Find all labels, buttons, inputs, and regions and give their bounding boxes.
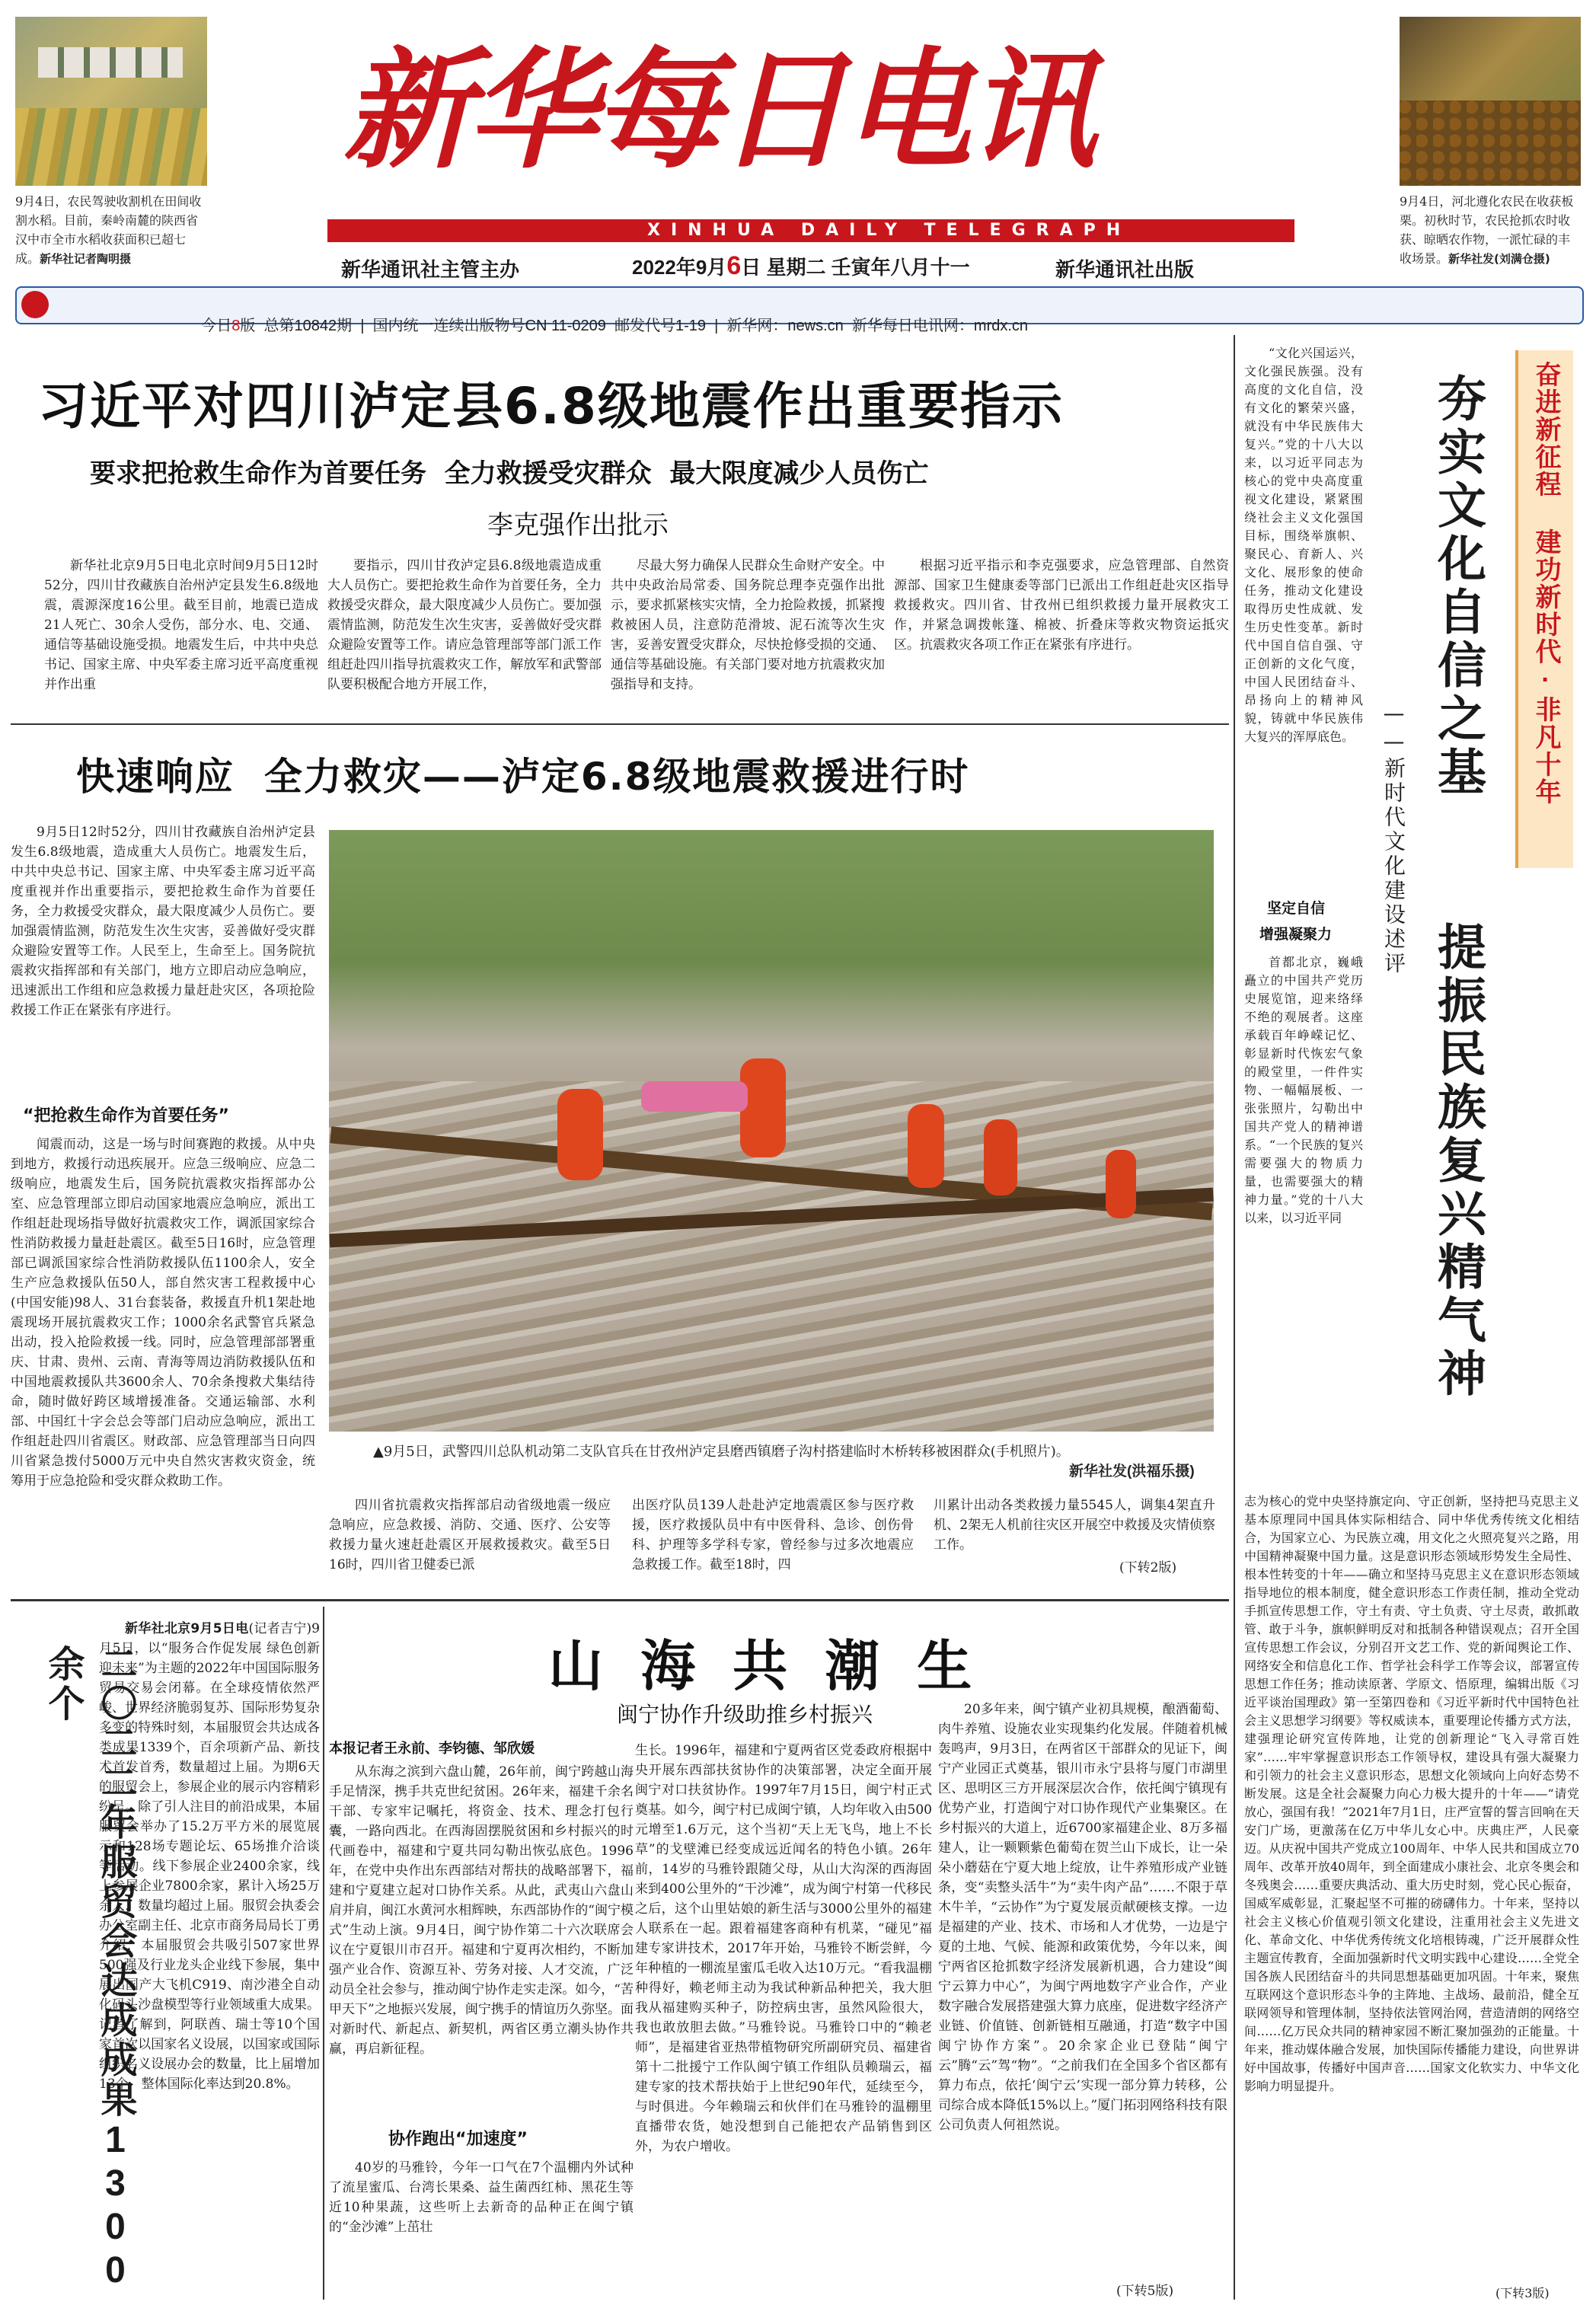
xinhua-emblem-icon [21,291,49,318]
rescuer [984,1119,1017,1195]
rescue-photo-caption: ▲9月5日，武警四川总队机动第二支队官兵在甘孜州泸定县磨西镇磨子沟村搭建临时木桥转移被困群众(手机照片)。 [373,1444,1070,1460]
rescuer [740,1058,786,1157]
left-photo [15,17,207,186]
rescue-left-subhead: “把抢救生命作为首要任务” [23,1106,229,1125]
masthead-title: 新华每日电讯 [343,34,1093,187]
left-photo-caption: 9月4日，农民驾驶收割机在田间收割水稻。目前，秦岭南麓的陕西省汉中市全市水稻收获面积已超七成。新华社记者陶明摄 [15,194,202,266]
lead-col-1: 新华社北京9月5日电北京时间9月5日12时52分，四川甘孜藏族自治州泸定县发生6.8级地震，震源深度16公里。截至目前，地震已造成21人死亡、30余人受伤，部分水、电、交通、通信等基础设施受损。地震发生后，中共中央总书记、国家主席、中央军委主席习近平高度重视并作出重 [44,558,318,692]
rescue-continued: (下转2版) [1119,1560,1177,1575]
stretcher [641,1081,748,1112]
rescue-bottom-col-2: 出医疗队员139人赴赴泸定地震震区参与医疗救援，医疗救援队员中有中医骨科、急诊、创伤骨科、护理等多学科专家，曾经参与过多次地震应急救援工作。截至18时，四 [632,1498,914,1572]
rescue-headline: 快速响应 全力救灾——泸定6.8级地震救援进行时 [76,755,970,799]
rescue-bottom-col-3: 川累计出动各类救援力量5545人，调集4架直升机、2架无人机前往灾区开展空中救援及灾情侦察工作。 [934,1498,1215,1553]
mountain-col-3: 20多年来，闽宁镇产业初具规模，酿酒葡萄、肉牛养殖、设施农业实现集约化发展。伴随着机械轰鸣声，9月3日，在两省区干部群众的见证下，闽宁产业园正式奠基，银川市永宁县将与厦门市湖里区、思明区三方开展深层次合作，依托闽宁镇现有优势产业，打造闽宁对口协作现代产业集聚区。在乡村振兴的大道上，近6700家福建企业、8万多福建人，让一颗颗紫色葡萄在贺兰山下成长，让一朵朵小蘑菇在宁夏大地上绽放，让牛养殖形成产业链条，变“卖整头活牛”为“卖牛肉产品”……不限于草木牛羊，“云协作”为宁夏发展贡献硬核支撑。一边是福建的产业、技术、市场和人才优势，一边是宁夏的土地、气候、能源和政策优势，今年以来，闽宁两省区抢抓数字经济发展新机遇，合力建设“闽宁云算力中心”，为闽宁两地数字产业合作，产业数字融合发展搭建强大算力底座，促进数字经济产业链、价值链、创新链相互融通，打造“数字中国闽宁协作方案”。20余家企业已登陆“闽宁云”腾“云”驾“物”。“之前我们在全国多个省区都有算力布点，依托‘闽宁云’实现一部分算力转移，公司综合成本降低15%以上。”厦门拓羽网络科技有限公司负责人何祖然说。 [938,1702,1227,2133]
mountain-col-1: 从东海之滨到六盘山麓，26年前，闽宁跨越山海手足情深，携手共克世纪贫困。26年来，福建千余名干部、专家牢记嘱托，将资金、技术、理念打包行囊，一路向西北。在西海固摆脱贫困和乡村振兴的时代画卷中，福建和宁夏共同勾勒出恢弘底色。1996年，在党中央作出东西部结对帮扶的战略部署下，福建和宁夏建立起对口协作关系。从此，武夷山六盘山肩并肩，闽江水黄河水相辉映，东西部协作的“闽宁模式”生动上演。9月4日，闽宁协作第二十六次联席会议在宁夏银川市召开。福建和宁夏再次相约，不断加强产业合作、资源互补、劳务对接、人才交流，广泛动员全社会参与，推动闽宁协作走实走深。如今，“苦甲天下”之地振兴发展，闽宁携手的情谊历久弥坚。面对新时代、新起点、新契机，两省区勇立潮头协作共赢，再启新征程。 [329,1764,634,2057]
rescue-bottom-col-1: 四川省抗震救灾指挥部启动省级地震一级应急响应，应急救援、消防、交通、医疗、公安等救援力量火速赶赴震区开展救援救灾。截至5日16时，四川省卫健委已派 [329,1498,611,1572]
divider [11,723,1229,725]
lead-col-4: 根据习近平指示和李克强要求，应急管理部、自然资源部、国家卫生健康委等部门已派出工作组赶赴灾区指导救援救灾。四川省、甘孜州已组织救援力量开展救灾工作，并紧急调拨帐篷、棉被、折叠床等救灾物资运抵灾区。抗震救灾各项工作正在紧张有序进行。 [894,558,1229,653]
masthead-publisher: 新华通讯社出版 [1055,258,1195,281]
left-photo-credit: 新华社记者陶明摄 [40,252,132,266]
divider [11,1599,1229,1601]
mountain-col1-subhead: 协作跑出“加速度” [388,2130,528,2149]
mountain-col-2: 生长。1996年，福建和宁夏两省区党委政府根据中央开展东西部扶贫协作的决策部署，决定全面开展闽宁对口扶贫协作。1997年7月15日，闽宁村正式奠基。如今，闽宁村已成闽宁镇，人均年收入由500元增至1.6万元，这个当初“天上无飞鸟，地上不长草”的戈壁滩已经变成远近闻名的特色小镇。26年前，14岁的马雅铃跟随父母，从山大沟深的西海固来到400公里外的“干沙滩”，成为闽宁村第一代移民之后，这个山里姑娘的新生活与3000公里外的福建人联系在一起。跟着福建客商种有机菜，“碰见”福建专家讲技术，2017年开始，马雅铃不断尝鲜，今年种植的一棚流星蜜瓜毛收入达10万元。“看我温棚种得好，赖老师主动为我试种新品种把关，我大胆我从福建购买种子，防控病虫害，虽然风险很大，我也敢放胆去做。”马雅铃说。马雅铃口中的“赖老师”，是福建省亚热带植物研究所副研究员、福建省第十二批援宁工作队闽宁镇工作组队员赖瑞云，福建专家的技术帮扶始于上世纪90年代，延续至今，与时俱进。今年赖瑞云和伙伴们在马雅铃的温棚里直播带农货，她没想到自己能把农产品销售到区外，为农户增收。 [635,1743,932,2154]
lead-headline: 习近平对四川泸定县6.8级地震作出重要指示 [38,377,1064,436]
masthead-sponsor: 新华通讯社主管主办 [341,258,520,281]
masthead-date: 2022年9月6日 星期二 壬寅年八月十一 [632,251,970,280]
mountain-headline: 山 海 共 潮 生 [548,1634,982,1698]
info-bar [15,286,1584,334]
date-day: 6 [726,251,742,280]
field-stripes [15,108,207,186]
masthead-banner [327,219,1294,242]
column-subtitle: ——新时代文化建设述评 [1381,701,1406,976]
mountain-subhead: 闽宁协作升级助推乡村振兴 [617,1702,873,1727]
column-mid-text: 首都北京，巍峨矗立的中国共产党历史展览馆，迎来络绎不绝的观展者。这座承载百年峥嵘记忆、彰显新时代恢宏气象的殿堂里，一件件实物、一幅幅展板、一张张照片，勾勒出中国共产党人的精神谱系。“一个民族的复兴需要强大的物质力量，也需要强大的精神力量。”党的十八大以来，以习近平同 [1244,955,1363,1225]
right-photo-caption: 9月4日，河北遵化农民在收获板栗。初秋时节，农民抢抓农时收获、晾晒农作物，一派忙碌的丰收场景。新华社发(刘满仓摄) [1400,194,1574,266]
rescuer [908,1104,944,1188]
lead-subhead2: 李克强作出批示 [487,510,669,541]
rescuer [1106,1150,1136,1218]
masthead-english: XINHUA DAILY TELEGRAPH [647,221,1132,240]
lead-col-3: 尽最大努力确保人民群众生命财产安全。中共中央政治局常委、国务院总理李克强作出批示，要求抓紧核实灾情，全力抢险救援，抓紧搜救被困人员，注意防范滑坡、泥石流等次生灾害，妥善安置受灾群众，尽快抢修受损的交通、通信等基础设施。有关部门要对地方抗震救灾加强指导和支持。 [611,558,885,692]
info-line: 今日8版 总第10842期 | 国内统一连续出版物号CN 11-0209 邮发代号1-19 | 新华网：news.cn 新华每日电讯网：mrdx.cn [201,318,1029,334]
column-subhead-1: 坚定自信 [1267,900,1326,917]
rescue-left-text-1: 9月5日12时52分，四川甘孜藏族自治州泸定县发生6.8级地震，造成重大人员伤亡。地震发生后，中共中央总书记、国家主席、中央军委主席习近平高度重视并作出重要指示，要把抢救生命作为首要任务，全力救援受灾群众，最大限度减少人员伤亡。要加强震情监测，防范发生次生灾害，妥善做好受灾群众避险安置等工作。人民至上，生命至上。国务院抗震救灾指挥部和有关部门，地方立即启动应急响应，迅速派出工作组和应急救援力量赶赴灾区，各项抢险救援工作正在紧张有序进行。 [11,825,315,1018]
fair-text: 新华社北京9月5日电(记者吉宁)9月5日，以“服务合作促发展 绿色创新迎未来”为主题的2022年中国国际服务贸易交易会闭幕。在全球疫情依然严峻、世界经济脆弱复苏、国际形势复杂多变的特殊时刻，本届服贸会共达成各类成果1339个，百余项新产品、新技术首发首秀，数量超过上届。为期6天的服贸会上，参展企业的展示内容精彩纷呈。除了引人注目的前沿成果，本届服贸会举办了15.2万平方米的展览展示和128场专题论坛、65场推介洽谈等活动。线下参展企业2400余家，线上参展企业7800余家，累计入场25万余人，数量均超过上届。服贸会执委会办公室副主任、北京市商务局局长丁勇介绍，本届服贸会共吸引507家世界500强及行业龙头企业线下参展，集中展出国产大飞机C919、南沙港全自动化码头沙盘模型等行业领域重大成果。记者了解到，阿联酋、瑞士等10个国家首次以国家名义设展，以国家或国际组织名义设展办会的数量，比上届增加13个，整体国际化率达到20.8%。 [99,1621,320,2092]
mountain-continued: (下转5版) [1116,2284,1174,2299]
chestnut-pile [1400,101,1581,186]
right-photo-credit: 新华社发(刘满仓摄) [1448,252,1550,266]
lead-col-2: 要指示，四川甘孜泸定县6.8级地震造成重大人员伤亡。要把抢救生命作为首要任务，全力救援受灾群众，最大限度减少人员伤亡。要加强震情监测，防范发生次生灾害，妥善做好受灾群众避险安置等工作。请应急管理部等部门派工作组赶赴四川指导抗震救灾工作，解放军和武警部队要积极配合地方开展工作， [327,558,602,692]
column-top-text: “文化兴国运兴，文化强民族强。没有高度的文化自信，没有文化的繁荣兴盛，就没有中华民族伟大复兴。”党的十八大以来，以习近平同志为核心的党中央高度重视文化建设，紧紧围绕社会主义文化强国目标，围绕举旗帜、聚民心、育新人、兴文化、展形象的使命任务，推动文化建设取得历史性成就、发生历史性变革。新时代中国自信自强、守正创新的文化气度，中国人民团结奋斗、昂扬向上的精神风貌，铸就中华民族伟大复兴的浑厚底色。 [1244,346,1363,744]
campaign-badge [1515,350,1573,868]
lead-subhead: 要求把抢救生命作为首要任务 全力救援受灾群众 最大限度减少人员伤亡 [90,458,929,489]
column-continued: (下转3版) [1495,2286,1550,2300]
rescuer [557,1089,603,1180]
column-headline: 夯实文化自信之基 提振民族复兴精气神 [1429,373,1486,1401]
mountain-byline: 本报记者王永前、李钧德、邹欣媛 [329,1741,535,1757]
mountain-col-1-tail: 40岁的马雅铃，今年一口气在7个温棚内外试种了流星蜜瓜、台湾长果桑、益生菌西红柿、黑花生等近10种果蔬，这些听上去新奇的品种正在闽宁镇的“金沙滩”上茁壮 [329,2160,634,2235]
divider [1234,335,1235,2300]
campaign-badge-text: 奋进新征程 建功新时代·非凡十年 [1531,361,1560,806]
fair-vertical-headline: 二〇二二年服贸会达成成果1300余个 [43,1645,136,2294]
column-subhead-2: 增强凝聚力 [1259,926,1333,943]
rescue-left-text-2: 闻震而动，这是一场与时间赛跑的救援。从中央到地方，救援行动迅疾展开。应急三级响应、应急二级响应，地震发生后，国务院抗震救灾指挥部办公室、应急管理部立即启动国家地震应急响应，派出工作组赶赴现场指导做好抗震救灾工作，调派国家综合性消防救援力量赶赴震区。截至5日16时，应急管理部已调派国家综合性消防救援队伍1100余人，安全生产应急救援队伍50人，部自然灾害工程救援中心(中国安能)98人、31台套装备，救援直升机1架赴地震现场开展抗震救灾工作；1000余名武警官兵紧急出动，投入抢险救援一线。同时，应急管理部部署重庆、甘肃、贵州、云南、青海等周边消防救援队伍和中国地震救援队共3600余人、70余条搜救犬集结待命，随时做好跨区域增援准备。交通运输部、水利部、中国红十字会总会等部门启动应急响应，派出工作组赶赴四川省震区。财政部、应急管理部当日向四川省紧急拨付5000万元中央自然灾害救灾资金，统筹用于应急抢险和受灾群众救助工作。 [11,1137,315,1489]
divider [323,1607,324,2300]
right-photo [1400,17,1581,186]
village [38,47,183,78]
rescue-photo-credit: 新华社发(洪福乐摄) [1069,1464,1195,1480]
fair-dateline: 新华社北京9月5日电 [125,1621,249,1636]
column-wide-text: 志为核心的党中央坚持旗定向、守正创新，坚持把马克思主义基本原理同中国具体实际相结合、同中华优秀传统文化相结合，为国家立心、为民族立魂，用文化之火照亮复兴之路，用中国精神凝聚中国力量。这是意识形态领域形势发生全局性、根本性转变的十年——确立和坚持马克思主义在意识形态领域指导地位的根本制度，健全意识形态工作责任制，推动全党动手抓宣传思想工作，守土有责、守土负责、守土尽责，敢抓敢管、敢于斗争，旗帜鲜明反对和抵制各种错误观点；召开全国宣传思想工作会议，分别召开文艺工作、党的新闻舆论工作、网络安全和信息化工作、哲学社会科学工作等会议，部署宣传思想工作任务；推动读原著、学原文、悟原理，编辑出版《习近平谈治国理政》第一至第四卷和《习近平新时代中国特色社会主义思想学习纲要》等权威读本，重要理论传播方式方法，建强理论研究宣传阵地，让党的创新理论“飞入寻常百姓家”……牢牢掌握意识形态工作领导权，建设具有强大凝聚力和引领力的社会主义意识形态，思想文化领域向上向好态势不断发展。这是全社会凝聚力向心力极大提升的十年——“请党放心，强国有我！”2021年7月1日，庄严宣誓的誓言回响在天安门广场，更激荡在亿万中华儿女心中。庆典庄严，人民豪迈。从庆祝中国共产党成立100周年、中华人民共和国成立70周年、改革开放40周年，到全面建成小康社会、北京冬奥会和冬残奥会……重要庆典活动、重大历史时刻，党心民心振奋，国威军威彰显，汇聚起坚不可摧的磅礴伟力。十年来，坚持以社会主义核心价值观引领文化建设，注重用社会主义先进文化、革命文化、中华优秀传统文化培根铸魂，广泛开展群众性主题宣传教育，全面加强新时代文明实践中心建设……全党全国各族人民团结奋斗的共同思想基础更加巩固。十年来，聚焦互联网这个意识形态斗争的主阵地、主战场、最前沿，健全互联网领导和管理体制，坚持依法管网治网，营造清朗的网络空间……亿万民众共同的精神家园不断汇聚加强劲的正能量。十年来，推动媒体融合发展，加快国际传播能力建设，向世界讲好中国故事，传播好中国声音……国家文化软实力、中华文化影响力明显提升。 [1244,1494,1579,2093]
rescue-photo [329,830,1214,1432]
masthead-logo [327,30,1294,221]
